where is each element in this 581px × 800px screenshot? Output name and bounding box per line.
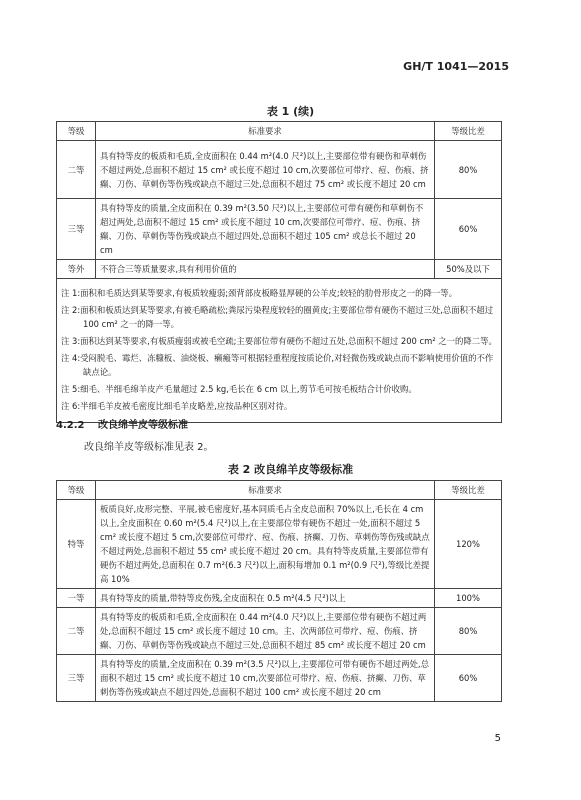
table-row [57,199,502,260]
table2-header-requirement: 标准要求 [96,481,435,500]
grade-cell: 二等 [57,141,96,199]
table1-notes-row [57,279,502,423]
grade-cell: 一等 [57,589,96,608]
table2-header-grade: 等级 [57,481,96,500]
table1-header-requirement: 标准要求 [96,122,435,141]
ratio-cell: 80% [435,141,502,199]
requirement-cell: 具有特等皮的质量,全皮面积在 0.39 m²(3.5 尺²)以上,主要部位可带有硬伤不超过两处,总面积不超过 15 cm² 或长度不超过 10 cm,次要部位可带疗、痘、伤痕、挤癫、刀伤、草刺伤等伤残或缺点不超过四处,总面积不超过 100 cm² 或长度不超过 20 cm [96,655,435,702]
table1-caption: 表 1 (续) [266,105,315,118]
table1-notes [57,279,502,423]
requirement-cell: 具有特等皮的质量,带特等皮伤残,全皮面积在 0.5 m²(4.5 尺²)以上 [96,589,435,608]
table-row [57,500,502,589]
grade-cell: 三等 [57,655,96,702]
ratio-cell: 80% [435,608,502,655]
requirement-cell: 具有特等皮的质量,全皮面积在 0.39 m²(3.50 尺²)以上,主要部位可带有硬伤和草刺伤不超过两处,总面积不超过 15 cm² 或长度不超过 10 cm,次要部位可带疗、痘、伤痕、挤癫、刀伤、草刺伤等伤残或缺点不超过四处,总面积不超过 105 cm² 或总长不超过 20 cm [96,199,435,260]
standard-code: GH/T 1041—2015 [403,60,509,73]
table-row [57,260,502,279]
grade-cell: 等外 [57,260,96,279]
requirement-cell: 具有特等皮的板质和毛质,全皮面积在 0.44 m²(4.0 尺²)以上,主要部位带有硬伤和草刺伤不超过两处,总面积不超过 15 cm² 或长度不超过 10 cm,次要部位可带疗、痘、伤痕、挤癫、刀伤、草刺伤等伤残或缺点不超过三处,总面积不超过 75 cm² 或长度不超过 20 cm [96,141,435,199]
ratio-cell: 60% [435,199,502,260]
grade-cell: 三等 [57,199,96,260]
note-3: 注 3:面积达到某等要求,有板质瘦弱或被毛空疏;主要部位带有硬伤不超过五处,总面积不超过 200 cm² 之一的降二等。 [61,336,497,346]
ratio-cell: 100% [435,589,502,608]
table2-header-ratio: 等级比差 [435,481,502,500]
section-heading [56,416,188,431]
note-4: 注 4:受闷脱毛、霉烂、冻糠板、油烧板、癞瘢等可根据轻重程度按质论价,对轻微伤残或缺点而不影响使用价值的不作缺点论。 [61,353,494,377]
table-row [57,141,502,199]
ratio-cell: 120% [435,500,502,589]
table2-header-row [57,481,502,500]
table1-header-grade: 等级 [57,122,96,141]
table-row [57,608,502,655]
requirement-cell: 具有特等皮的板质和毛质,全皮面积在 0.44 m²(4.0 尺²)以上,主要部位带有硬伤不超过两处,总面积不超过 15 cm² 或长度不超过 10 cm。主、次两部位可带疗、痘、伤痕、挤癫、刀伤、草刺伤等伤残或缺点不超过三处,总面积不超过 85 cm² 或长度不超过 20 cm [96,608,435,655]
section-body: 改良绵羊皮等级标准见表 2。 [84,442,214,453]
ratio-cell: 50%及以下 [435,260,502,279]
ratio-cell: 60% [435,655,502,702]
table1-header-ratio: 等级比差 [435,122,502,141]
note-6: 注 6:半细毛羊皮被毛密度比细毛羊皮略差,应按品种区别对待。 [61,401,293,411]
section-title: 改良绵羊皮等级标准 [97,420,188,431]
table2-caption: 表 2 改良绵羊皮等级标准 [227,463,354,476]
section-number: 4.2.2 [56,420,85,431]
table1-header-row [57,122,502,141]
note-2: 注 2:面积和板质达到某等要求,有被毛略疏松;粪尿污染程度较轻的圈黄皮;主要部位带有硬伤不超过三处,总面积不超过 100 cm² 之一的降一等。 [61,305,494,329]
grade-cell: 特等 [57,500,96,589]
page-number: 5 [494,733,501,744]
table-row [57,655,502,702]
note-5: 注 5:细毛、半细毛绵羊皮产毛量超过 2.5 kg,毛长在 6 cm 以上,剪节毛可按毛板结合计价收购。 [61,384,417,394]
note-1: 注 1:面积和毛质达到某等要求,有板质较瘦弱;颈背部皮板略显厚硬的公羊皮;较轻的肋骨形皮之一的降一等。 [61,288,457,298]
table1 [56,121,502,423]
table-row [57,589,502,608]
table2 [56,480,502,702]
requirement-cell: 不符合三等质量要求,具有利用价值的 [96,260,435,279]
requirement-cell: 板质良好,皮形完整、平展,被毛密度好,基本同质毛占全皮总面积 70%以上,毛长在 4 cm 以上,全皮面积在 0.60 m²(5.4 尺²)以上,在主要部位带有硬伤不超过一处,面积不超过 5 cm² 或长度不超过 5 cm,次要部位可带疗、痘、伤痕、挤癫、刀伤、草刺伤等伤残或缺点不超过两处,总面积不超过 55 cm² 或长度不超过 20 cm。具有特等皮质量,主要部位带有硬伤不超过两处,总面积在 0.7 m²(6.3 尺²)以上,面积每增加 0.1 m²(0.9 尺²),等级比差提高 10% [96,500,435,589]
grade-cell: 二等 [57,608,96,655]
